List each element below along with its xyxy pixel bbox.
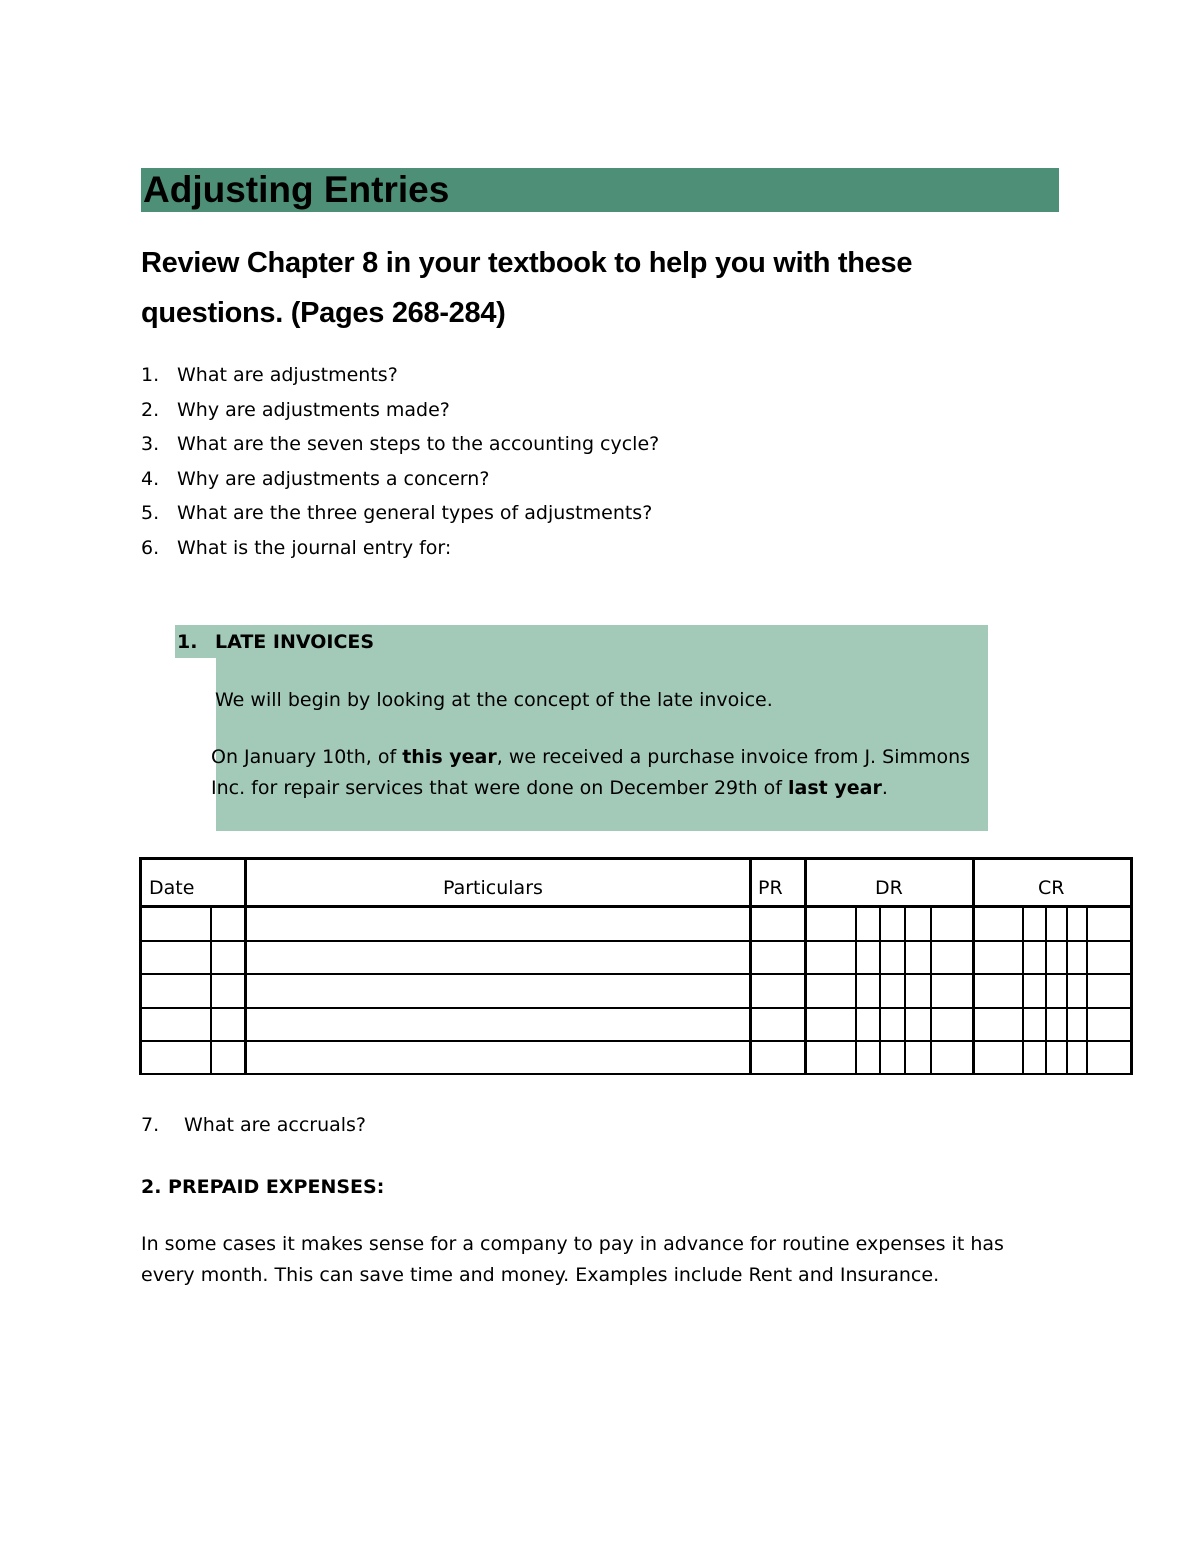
col-header-cr: CR [1038,877,1065,899]
question-number: 7. [141,1114,160,1136]
table-subcolumn-rule [1066,905,1068,1075]
table-subcolumn-rule [210,905,212,1075]
table-border-right [1130,857,1133,1075]
prepaid-expenses-heading: 2. PREPAID EXPENSES: [141,1176,385,1198]
scenario-emphasis: last year [788,776,882,799]
section-title: LATE INVOICES [215,631,375,653]
question-number: 3. [141,433,160,456]
question-text: Why are adjustments made? [177,398,450,421]
table-header-rule [139,905,1133,908]
question-text: What are the seven steps to the accounting cycle? [177,433,660,456]
col-header-date: Date [149,877,195,899]
table-column-rule [244,857,247,1075]
table-column-rule [804,857,807,1075]
table-column-rule [972,857,975,1075]
table-subcolumn-rule [904,905,906,1075]
question-number: 1. [141,364,160,386]
table-row-rule [139,973,1133,975]
callout-notch [175,658,216,831]
question-text: Why are adjustments a concern? [177,467,490,490]
page-title: Adjusting Entries [143,169,450,210]
question-number: 2. [141,398,160,421]
question-number: 4. [141,467,160,490]
table-row-rule [139,1007,1133,1009]
title-bar [141,168,1059,212]
table-border-left [139,857,142,1075]
section-number: 1. [177,631,198,653]
table-subcolumn-rule [1086,905,1088,1075]
question-number: 5. [141,502,160,525]
page-subtitle: Review Chapter 8 in your textbook to help you with these questions. (Pages 268-284) [141,247,913,329]
scenario-text: On January 10th, of [211,746,403,768]
question-text: What are the three general types of adjustments? [177,502,653,525]
scenario-emphasis: this year [402,746,497,768]
question-text: What are accruals? [184,1114,367,1136]
late-invoices-scenario [211,742,981,803]
table-subcolumn-rule [855,905,857,1075]
prepaid-expenses-body: In some cases it makes sense for a company to pay in advance for routine expenses it has every month. This can save time and money. Examples include Rent and Insurance. [141,1233,1004,1286]
late-invoices-intro: We will begin by looking at the concept of the late invoice. [215,689,773,711]
table-subcolumn-rule [930,905,932,1075]
scenario-text: , we received a purchase invoice from J. Simmons Inc. for repair services that were done on December 29th of [211,746,971,799]
table-border-bottom [139,1073,1133,1075]
table-subcolumn-rule [879,905,881,1075]
table-border-top [139,857,1133,860]
question-number: 6. [141,536,160,559]
table-column-rule [749,857,752,1075]
scenario-text: . [881,776,888,799]
question-text: What are adjustments? [177,364,398,386]
table-row-rule [139,940,1133,942]
table-row-rule [139,1040,1133,1042]
col-header-particulars: Particulars [443,877,543,899]
col-header-dr: DR [875,877,903,899]
table-subcolumn-rule [1022,905,1024,1075]
table-subcolumn-rule [1045,905,1047,1075]
col-header-pr: PR [758,877,783,899]
question-text: What is the journal entry for: [177,536,452,559]
